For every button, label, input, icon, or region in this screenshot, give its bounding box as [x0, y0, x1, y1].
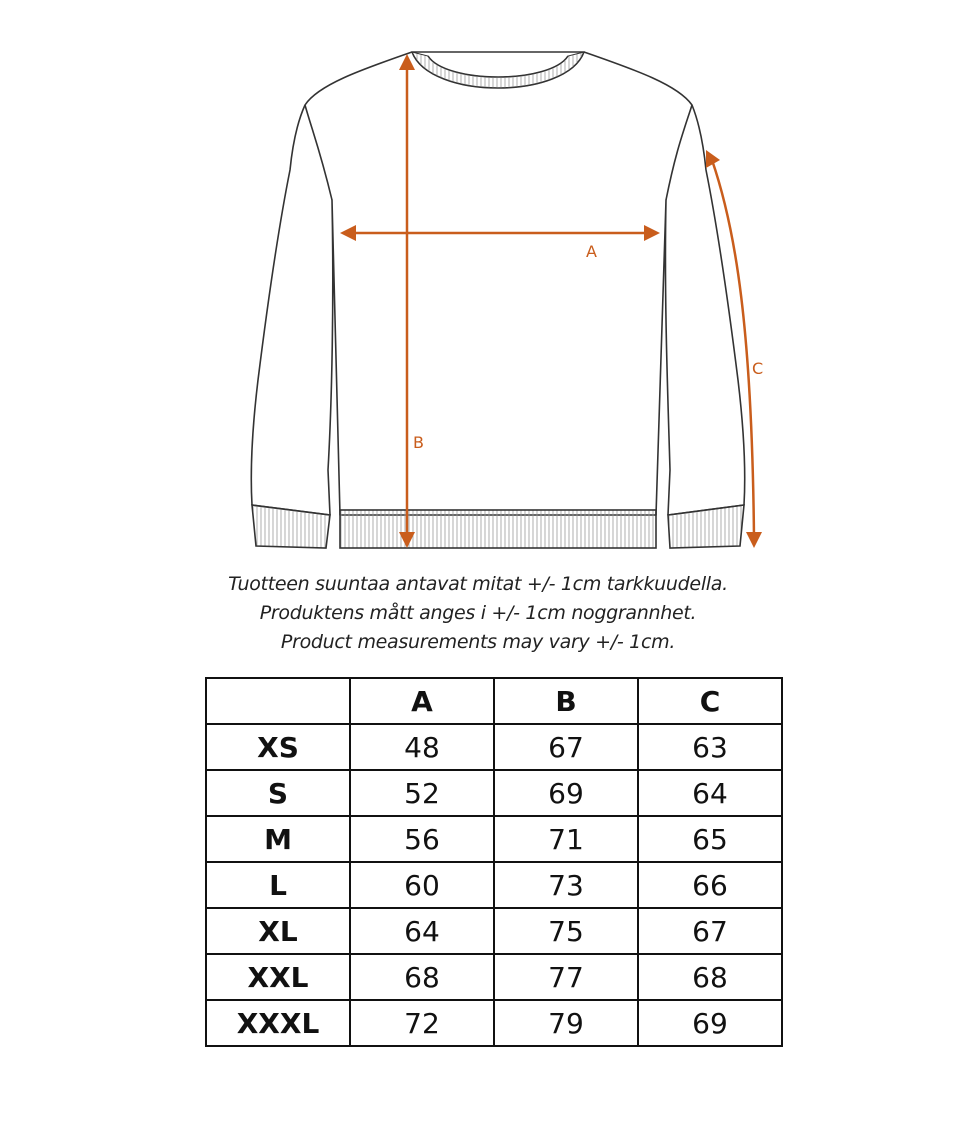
dimension-a-arrow: [340, 225, 660, 241]
value-b: 79: [494, 1000, 638, 1046]
value-a: 68: [350, 954, 494, 1000]
header-corner: [206, 678, 350, 724]
value-c: 65: [638, 816, 782, 862]
value-a: 72: [350, 1000, 494, 1046]
value-b: 77: [494, 954, 638, 1000]
dimension-c-label: C: [752, 359, 764, 378]
table-row: [206, 770, 782, 816]
value-b: 67: [494, 724, 638, 770]
value-a: 64: [350, 908, 494, 954]
header-a: A: [350, 678, 494, 724]
note-swedish: Produktens mått anges i +/- 1cm noggrannhet.: [259, 602, 697, 624]
collar-rib: [412, 52, 584, 88]
size-label: M: [206, 816, 350, 862]
left-cuff: [252, 505, 330, 548]
table-row: [206, 816, 782, 862]
waistband-rib: [340, 510, 656, 548]
note-english: Product measurements may vary +/- 1cm.: [280, 631, 676, 653]
table-row: [206, 908, 782, 954]
note-finnish: Tuotteen suuntaa antavat mitat +/- 1cm tarkkuudella.: [228, 573, 728, 595]
value-a: 48: [350, 724, 494, 770]
size-label: XS: [206, 724, 350, 770]
value-b: 75: [494, 908, 638, 954]
value-b: 71: [494, 816, 638, 862]
value-b: 73: [494, 862, 638, 908]
sweatshirt-diagram: [0, 0, 956, 570]
value-a: 60: [350, 862, 494, 908]
dimension-b-arrow: [399, 54, 415, 548]
size-label: S: [206, 770, 350, 816]
size-label: XL: [206, 908, 350, 954]
measurement-notes: [0, 570, 956, 657]
value-c: 63: [638, 724, 782, 770]
header-b: B: [494, 678, 638, 724]
size-label: L: [206, 862, 350, 908]
size-table: [205, 677, 783, 1047]
value-c: 66: [638, 862, 782, 908]
table-row: [206, 954, 782, 1000]
right-cuff: [668, 505, 744, 548]
header-c: C: [638, 678, 782, 724]
dimension-b-label: B: [413, 433, 424, 452]
value-b: 69: [494, 770, 638, 816]
size-label: XXL: [206, 954, 350, 1000]
table-row: [206, 724, 782, 770]
value-c: 64: [638, 770, 782, 816]
table-row: [206, 862, 782, 908]
size-label: XXXL: [206, 1000, 350, 1046]
value-c: 69: [638, 1000, 782, 1046]
value-c: 68: [638, 954, 782, 1000]
dimension-a-label: A: [586, 242, 597, 261]
table-header-row: [206, 678, 782, 724]
sweatshirt-outline: [251, 52, 745, 515]
value-c: 67: [638, 908, 782, 954]
value-a: 56: [350, 816, 494, 862]
table-row: [206, 1000, 782, 1046]
value-a: 52: [350, 770, 494, 816]
